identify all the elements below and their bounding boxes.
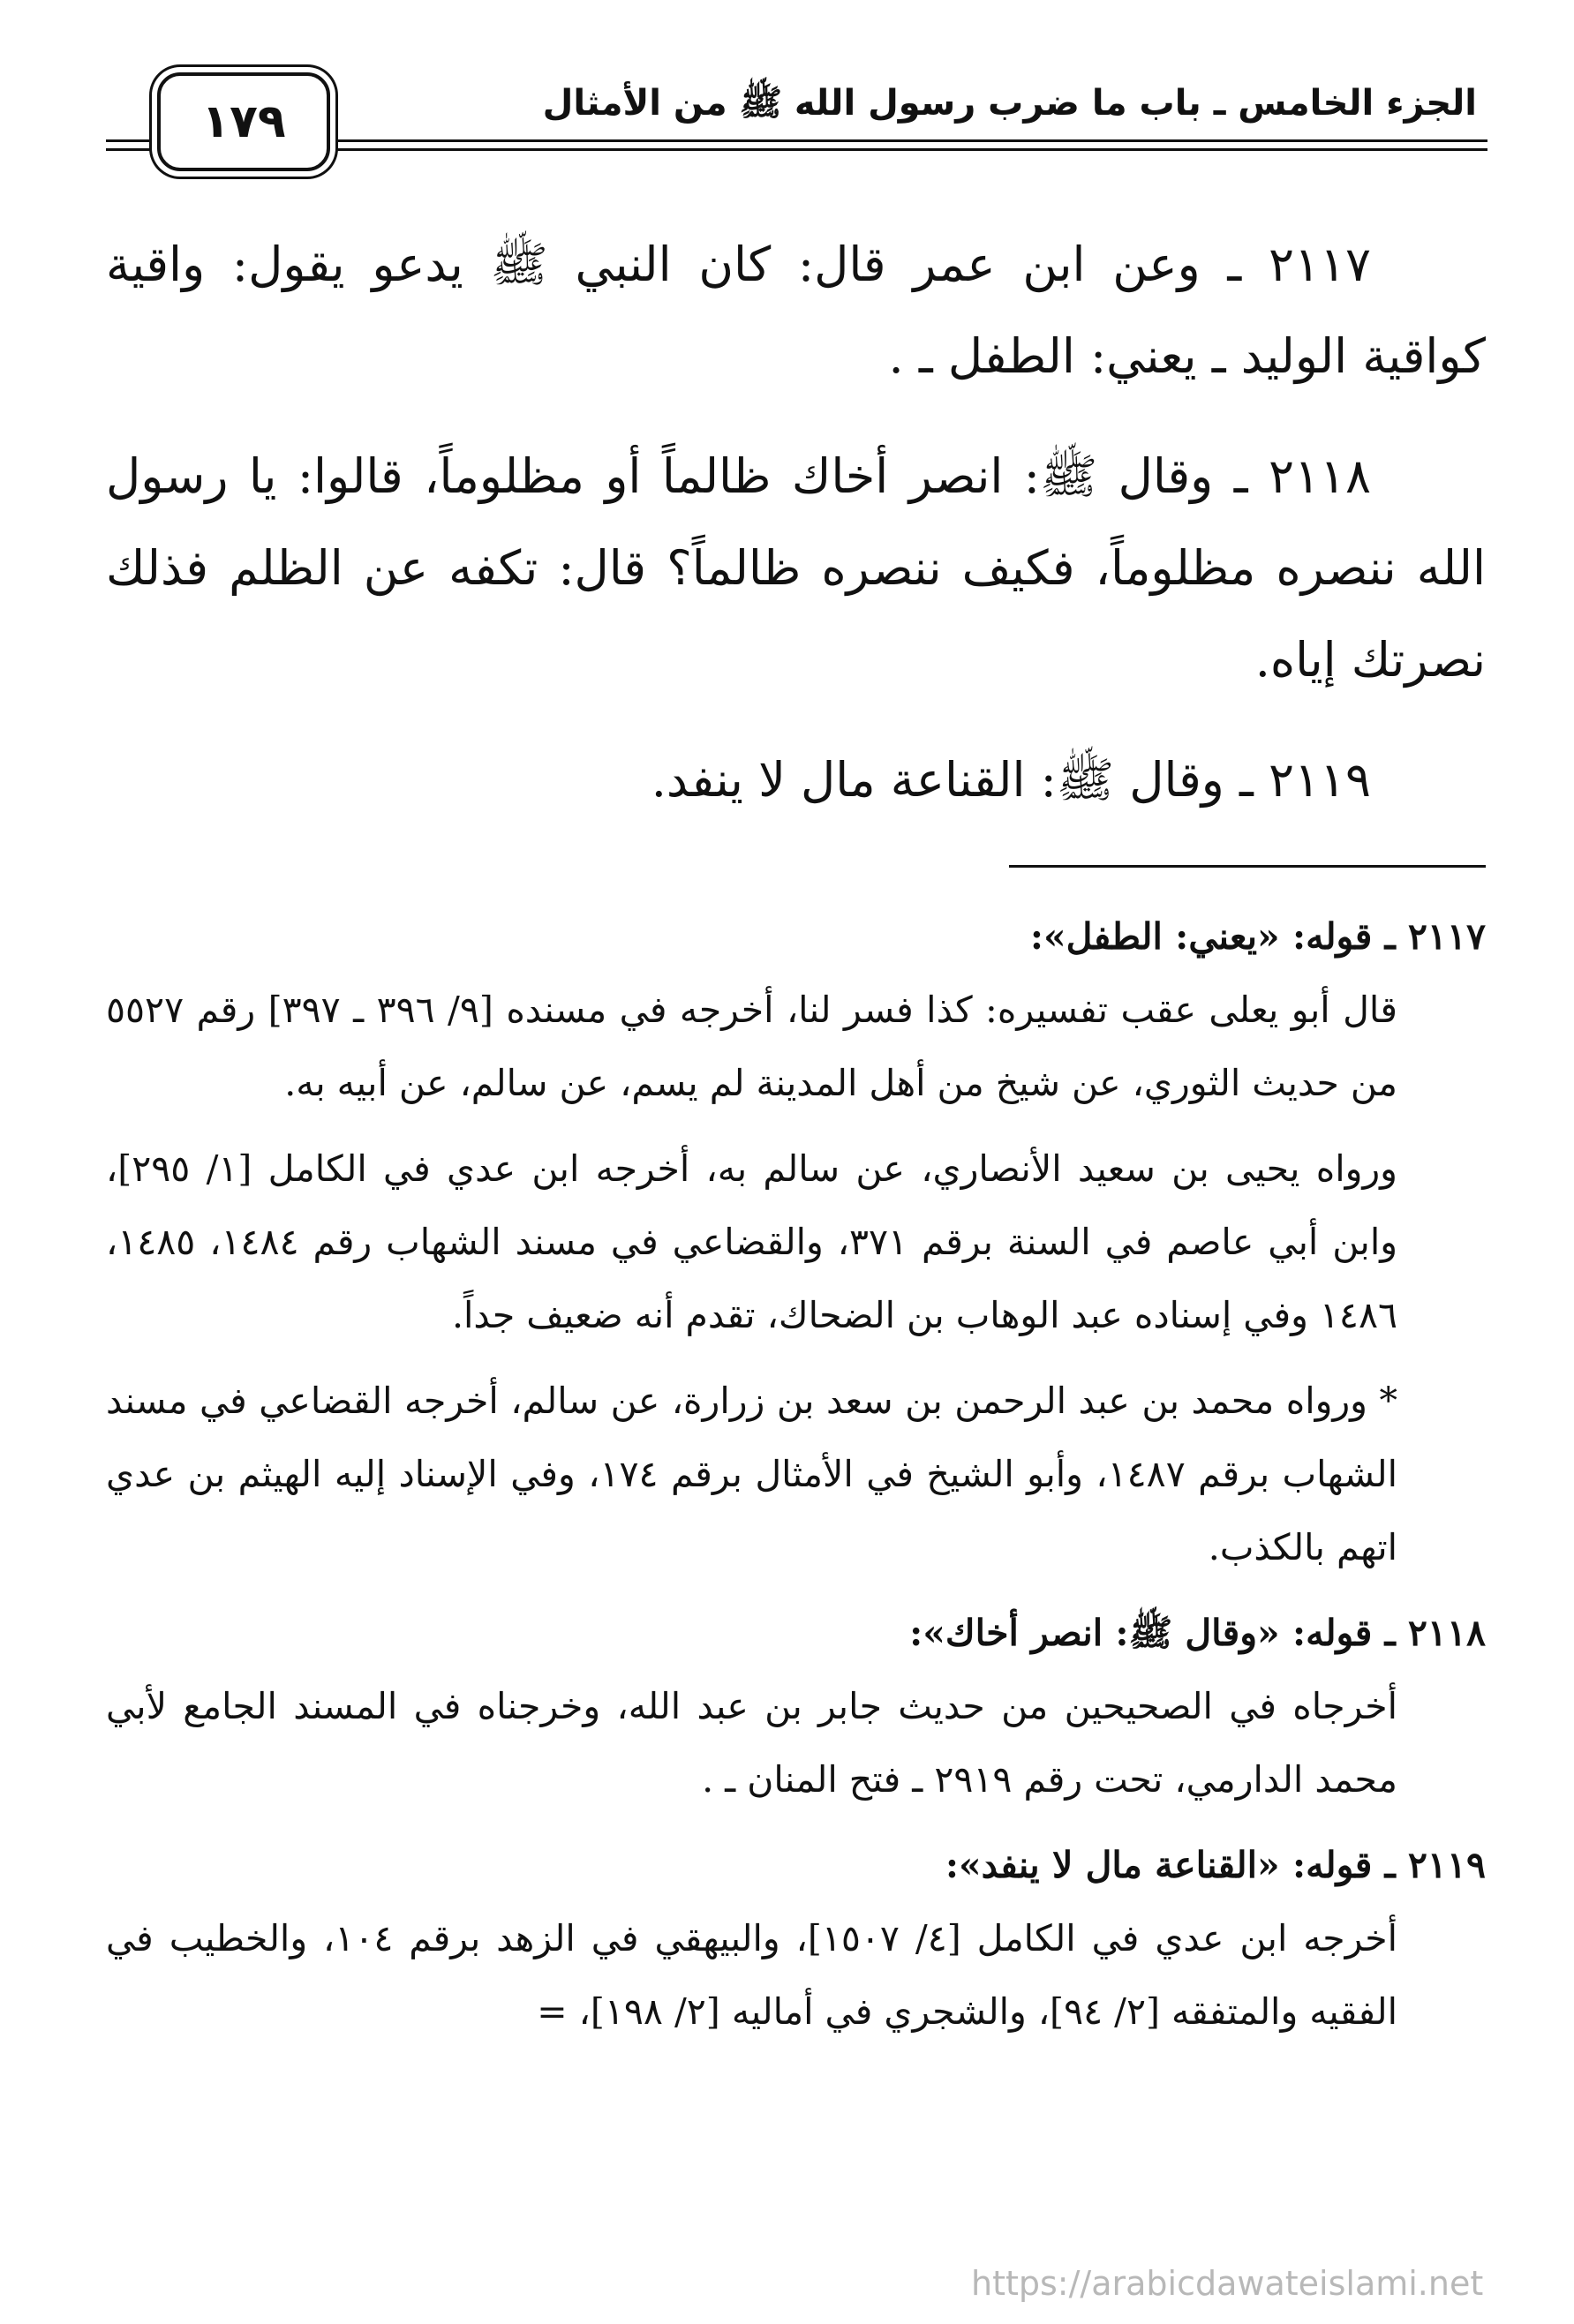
hadith-2118: ٢١١٨ ـ وقال ﷺ: انصر أخاك ظالماً أو مظلوماً، قالوا: يا رسول الله ننصره مظلوماً، فكيف ننصره ظالماً؟ قال: تكفه عن الظلم فذلك نصرتك إياه.	[106, 448, 1486, 688]
footnotes	[106, 900, 1486, 2061]
footnote-separator	[1009, 865, 1486, 868]
footnote-paragraph: أخرجه ابن عدي في الكامل [٤/ ١٥٠٧]، والبيهقي في الزهد برقم ١٠٤، والخطيب في الفقيه والمتفقه [٢/ ٩٤]، والشجري في أماليه [٢/ ١٩٨]، =	[106, 1917, 1397, 2033]
footnote-heading-2117: ٢١١٧ ـ قوله: «يعني: الطفل»:	[1029, 915, 1486, 958]
hadith-2119: ٢١١٩ ـ وقال ﷺ: القناعة مال لا ينفد.	[651, 752, 1371, 808]
hadith-2117: ٢١١٧ ـ وعن ابن عمر قال: كان النبي ﷺ يدعو يقول: واقية كواقية الوليد ـ يعني: الطفل ـ .	[106, 237, 1486, 384]
main-text	[106, 219, 1486, 854]
footnote-paragraph: ورواه يحيى بن سعيد الأنصاري، عن سالم به، أخرجه ابن عدي في الكامل [١/ ٢٩٥]، وابن أبي عاصم في السنة برقم ٣٧١، والقضاعي في مسند الشهاب رقم ١٤٨٤، ١٤٨٥، ١٤٨٦ وفي إسناده عبد الوهاب بن الضحاك، تقدم أنه ضعيف جداً.	[106, 1147, 1398, 1336]
watermark-url: https://arabicdawateislami.net	[971, 2264, 1484, 2303]
footnote-paragraph: أخرجاه في الصحيحين من حديث جابر بن عبد الله، وخرجناه في المسند الجامع لأبي محمد الدارمي، تحت رقم ٢٩١٩ ـ فتح المنان ـ .	[106, 1685, 1397, 1801]
running-header-title: الجزء الخامس ـ باب ما ضرب رسول الله ﷺ من الأمثال	[542, 83, 1477, 124]
footnote-paragraph: * ورواه محمد بن عبد الرحمن بن سعد بن زرارة، عن سالم، أخرجه القضاعي في مسند الشهاب برقم ١٤٨٧، وأبو الشيخ في الأمثال برقم ١٧٤، وفي الإسناد إليه الهيثم بن عدي اتهم بالكذب.	[106, 1380, 1397, 1568]
footnote-heading-2119: ٢١١٩ ـ قوله: «القناعة مال لا ينفد»:	[945, 1844, 1486, 1886]
footnote-heading-2118: ٢١١٨ ـ قوله: «وقال ﷺ: انصر أخاك»:	[909, 1612, 1486, 1654]
page-number-box	[157, 72, 330, 171]
footnote-paragraph: قال أبو يعلى عقب تفسيره: كذا فسر لنا، أخرجه في مسنده [٩/ ٣٩٦ ـ ٣٩٧] رقم ٥٥٢٧ من حديث الثوري، عن شيخ من أهل المدينة لم يسم، عن سالم، عن أبيه به.	[106, 989, 1397, 1104]
page-number: ١٧٩	[201, 95, 286, 148]
